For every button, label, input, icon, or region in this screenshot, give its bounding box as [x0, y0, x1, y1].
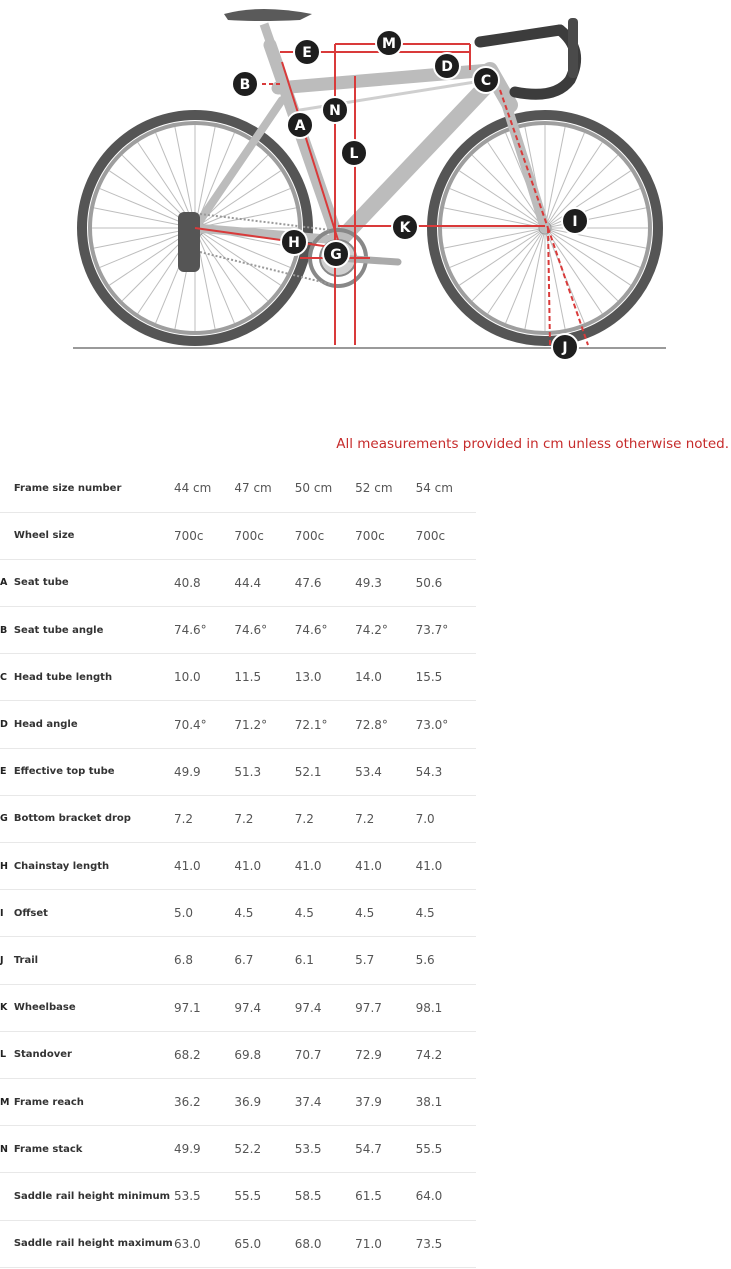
- units-note: All measurements provided in cm unless otherwise noted.: [336, 436, 729, 452]
- marker-n: [322, 97, 348, 123]
- table-row: [0, 795, 476, 842]
- table-row: [0, 748, 476, 795]
- table-cell: 700c: [415, 528, 446, 543]
- table-row: [0, 890, 476, 937]
- row-label: Wheelbase: [13, 1002, 76, 1014]
- table-cell: 70.7: [294, 1047, 322, 1062]
- row-code: [0, 1173, 14, 1220]
- row-label: Saddle rail height minimum: [13, 1190, 171, 1202]
- row-label: Wheel size: [13, 530, 75, 542]
- table-cell: 54 cm: [415, 481, 453, 496]
- table-cell: 73.0°: [415, 717, 449, 732]
- table-cell: 50.6: [415, 575, 443, 590]
- table-cell: 98.1: [415, 1000, 443, 1015]
- row-label: Seat tube: [13, 577, 69, 589]
- table-cell: 40.8: [173, 575, 201, 590]
- table-cell: 72.9: [355, 1047, 382, 1062]
- row-code: E: [0, 766, 7, 778]
- table-cell: 58.5: [294, 1189, 322, 1204]
- table-row: [0, 1031, 476, 1078]
- table-cell: 13.0: [294, 670, 322, 685]
- table-cell: 74.2: [415, 1047, 443, 1062]
- table-cell: 72.1°: [294, 717, 328, 732]
- table-row: [0, 1220, 476, 1267]
- table-cell: 55.5: [415, 1142, 443, 1157]
- table-cell: 700c: [234, 528, 264, 543]
- table-cell: 53.5: [173, 1189, 201, 1204]
- table-row: [0, 654, 476, 701]
- svg-text:G: G: [330, 247, 342, 263]
- marker-i: [562, 208, 588, 234]
- table-cell: 37.4: [294, 1095, 322, 1110]
- table-cell: 61.5: [355, 1189, 382, 1204]
- row-code: K: [0, 1002, 8, 1014]
- table-cell: 4.5: [415, 906, 435, 921]
- table-cell: 97.4: [294, 1000, 322, 1015]
- row-code: I: [0, 907, 4, 919]
- table-cell: 5.6: [415, 953, 435, 968]
- table-row: [0, 559, 476, 606]
- table-cell: 68.2: [173, 1047, 201, 1062]
- table-cell: 6.1: [294, 953, 314, 968]
- bike-illustration: [0, 0, 731, 400]
- geometry-table: [0, 465, 476, 1268]
- table-cell: 69.8: [234, 1047, 262, 1062]
- table-cell: 71.0: [355, 1236, 382, 1251]
- table-cell: 700c: [294, 528, 325, 543]
- table-cell: 4.5: [234, 906, 254, 921]
- table-cell: 97.1: [173, 1000, 201, 1015]
- table-cell: 44 cm: [173, 481, 212, 496]
- table-cell: 7.2: [234, 811, 254, 826]
- row-label: Effective top tube: [13, 766, 115, 778]
- table-cell: 37.9: [355, 1095, 382, 1110]
- row-label: Chainstay length: [13, 860, 110, 872]
- row-label: Bottom bracket drop: [13, 813, 131, 825]
- table-cell: 97.4: [234, 1000, 262, 1015]
- table-cell: 64.0: [415, 1189, 443, 1204]
- table-row: [0, 701, 476, 748]
- table-cell: 49.9: [173, 764, 201, 779]
- svg-text:D: D: [441, 59, 453, 75]
- svg-text:K: K: [399, 220, 411, 236]
- table-cell: 52.1: [294, 764, 322, 779]
- marker-l: [341, 140, 367, 166]
- table-cell: 11.5: [234, 670, 262, 685]
- row-label: Head tube length: [13, 671, 113, 683]
- table-cell: 44.4: [234, 575, 262, 590]
- table-cell: 68.0: [294, 1236, 322, 1251]
- row-code: L: [0, 1049, 7, 1061]
- table-cell: 41.0: [355, 859, 382, 874]
- table-cell: 36.9: [234, 1095, 262, 1110]
- table-cell: 47.6: [294, 575, 322, 590]
- table-cell: 97.7: [355, 1000, 382, 1015]
- table-cell: 10.0: [173, 670, 201, 685]
- row-code: G: [0, 813, 8, 825]
- svg-text:M: M: [382, 36, 396, 52]
- marker-a: [287, 112, 313, 138]
- row-label: Frame stack: [13, 1143, 83, 1155]
- row-code: B: [0, 624, 8, 636]
- table-cell: 74.6°: [234, 623, 268, 638]
- table-cell: 74.6°: [294, 623, 328, 638]
- row-code: D: [0, 719, 8, 731]
- table-cell: 6.7: [234, 953, 254, 968]
- table-cell: 700c: [355, 528, 385, 543]
- row-code: [0, 465, 14, 512]
- table-cell: 5.7: [355, 953, 375, 968]
- table-cell: 51.3: [234, 764, 262, 779]
- svg-text:J: J: [562, 340, 568, 356]
- row-label: Frame reach: [13, 1096, 84, 1108]
- row-label: Head angle: [13, 719, 78, 731]
- row-code: C: [0, 671, 7, 683]
- table-row: [0, 465, 476, 512]
- table-row: [0, 843, 476, 890]
- table-cell: 700c: [173, 528, 204, 543]
- row-code: N: [0, 1143, 8, 1155]
- marker-b: [232, 71, 258, 97]
- table-row: [0, 937, 476, 984]
- table-cell: 52 cm: [355, 481, 393, 496]
- table-cell: 54.3: [415, 764, 443, 779]
- table-cell: 5.0: [173, 906, 194, 921]
- table-cell: 73.5: [415, 1236, 443, 1251]
- table-cell: 41.0: [415, 859, 443, 874]
- table-cell: 38.1: [415, 1095, 443, 1110]
- marker-k: [392, 214, 418, 240]
- row-label: Offset: [13, 907, 48, 919]
- table-cell: 7.0: [415, 811, 435, 826]
- svg-text:C: C: [480, 73, 492, 89]
- table-cell: 50 cm: [294, 481, 333, 496]
- table-row: [0, 1126, 476, 1173]
- marker-d: [434, 53, 460, 79]
- svg-text:I: I: [572, 214, 578, 230]
- svg-text:H: H: [288, 235, 300, 251]
- row-code: J: [0, 954, 4, 966]
- table-row: [0, 1078, 476, 1125]
- marker-g: [323, 241, 349, 267]
- row-label: Standover: [13, 1049, 72, 1061]
- row-label: Trail: [13, 954, 39, 966]
- bike-geometry-diagram: [0, 0, 731, 400]
- table-row: [0, 1173, 476, 1220]
- table-cell: 47 cm: [234, 481, 272, 496]
- marker-e: [294, 39, 320, 65]
- table-cell: 6.8: [173, 953, 194, 968]
- table-cell: 72.8°: [355, 717, 388, 732]
- table-cell: 36.2: [173, 1095, 201, 1110]
- table-cell: 63.0: [173, 1236, 201, 1251]
- marker-j: [552, 334, 578, 360]
- row-code: [0, 512, 14, 559]
- row-label: Frame size number: [13, 482, 122, 494]
- row-code: H: [0, 860, 8, 872]
- table-cell: 53.4: [355, 764, 382, 779]
- svg-text:E: E: [302, 45, 312, 61]
- svg-text:N: N: [329, 103, 341, 119]
- table-cell: 54.7: [355, 1142, 382, 1157]
- table-cell: 49.9: [173, 1142, 201, 1157]
- row-code: M: [0, 1096, 10, 1108]
- table-cell: 7.2: [173, 811, 194, 826]
- table-row: [0, 984, 476, 1031]
- table-cell: 41.0: [173, 859, 201, 874]
- table-cell: 55.5: [234, 1189, 262, 1204]
- table-cell: 4.5: [355, 906, 375, 921]
- marker-h: [281, 229, 307, 255]
- table-cell: 49.3: [355, 575, 382, 590]
- table-cell: 7.2: [294, 811, 314, 826]
- table-row: [0, 607, 476, 654]
- svg-text:L: L: [349, 146, 359, 162]
- table-cell: 71.2°: [234, 717, 268, 732]
- table-cell: 74.6°: [173, 623, 207, 638]
- table-cell: 14.0: [355, 670, 382, 685]
- table-cell: 15.5: [415, 670, 443, 685]
- table-cell: 52.2: [234, 1142, 262, 1157]
- svg-text:B: B: [239, 77, 251, 93]
- marker-c: [473, 67, 499, 93]
- table-cell: 70.4°: [173, 717, 207, 732]
- marker-m: [376, 30, 402, 56]
- table-cell: 73.7°: [415, 623, 449, 638]
- table-cell: 41.0: [294, 859, 322, 874]
- table-cell: 4.5: [294, 906, 314, 921]
- row-label: Saddle rail height maximum: [13, 1238, 173, 1250]
- row-code: A: [0, 577, 8, 589]
- svg-text:A: A: [294, 118, 306, 134]
- table-cell: 7.2: [355, 811, 375, 826]
- table-cell: 74.2°: [355, 623, 388, 638]
- table-cell: 65.0: [234, 1236, 262, 1251]
- row-label: Seat tube angle: [13, 624, 104, 636]
- table-cell: 41.0: [234, 859, 262, 874]
- row-code: [0, 1220, 14, 1267]
- table-cell: 53.5: [294, 1142, 322, 1157]
- table-row: [0, 512, 476, 559]
